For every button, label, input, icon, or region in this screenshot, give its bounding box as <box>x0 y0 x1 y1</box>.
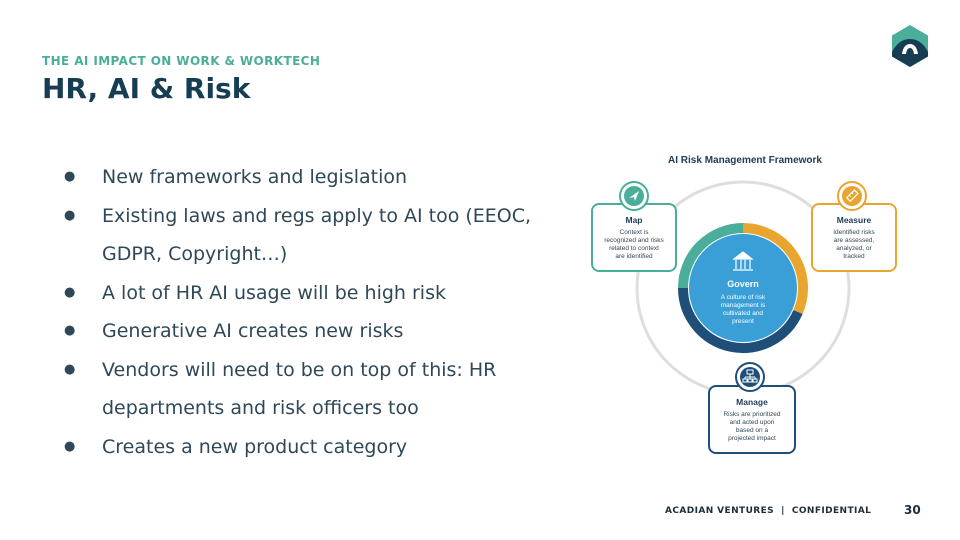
manage-title: Manage <box>736 397 768 407</box>
footer-text: ACADIAN VENTURES | CONFIDENTIAL <box>665 506 872 516</box>
map-description-line: recognized and risks <box>604 237 664 244</box>
bullet-item: ● New frameworks and legislation <box>62 158 532 197</box>
slide-kicker: THE AI IMPACT ON WORK & WORKTECH <box>42 54 321 68</box>
framework-title: AI Risk Management Framework <box>668 155 822 166</box>
govern-description-line: management is <box>720 302 766 309</box>
measure-description-line: tracked <box>843 253 865 260</box>
footer-confidential <box>665 506 871 516</box>
bullet-list <box>62 158 532 466</box>
slide-title: HR, AI & Risk <box>42 72 251 105</box>
manage-description-line: Risks are prioritized <box>723 411 781 418</box>
map-title: Map <box>625 215 643 225</box>
bullet-item: ● Generative AI creates new risks <box>62 312 532 351</box>
govern-description-line: A culture of risk <box>720 294 766 301</box>
bullet-item: ● Existing laws and regs apply to AI too (EEOC, GDPR, Copyright…) <box>62 197 532 274</box>
map-description-line: Context is <box>619 229 649 236</box>
measure-description-line: Identified risks <box>833 229 875 236</box>
ruler-icon <box>842 186 862 206</box>
govern-title: Govern <box>727 279 759 289</box>
bullet-item: ● Vendors will need to be on top of this: HR departments and risk officers too <box>62 351 532 428</box>
acadian-ventures-logo-icon <box>890 24 930 68</box>
measure-description-line: analyzed, or <box>836 245 872 252</box>
manage-description-line: and acted upon <box>729 419 775 426</box>
bullet-item: ● Creates a new product category <box>62 428 532 467</box>
govern-description-line: cultivated and <box>722 310 764 317</box>
page-number: 30 <box>904 503 921 517</box>
manage-description-line: projected impact <box>728 435 776 442</box>
map-description-line: are identified <box>615 253 653 260</box>
govern-description-line: present <box>732 318 754 325</box>
measure-description-line: are assessed, <box>833 237 875 244</box>
measure-title: Measure <box>836 215 872 225</box>
bullet-item: ● A lot of HR AI usage will be high risk <box>62 274 532 313</box>
ai-risk-framework-diagram <box>585 148 905 458</box>
map-description-line: related to context <box>609 245 659 252</box>
manage-description-line: based on a <box>735 427 769 434</box>
